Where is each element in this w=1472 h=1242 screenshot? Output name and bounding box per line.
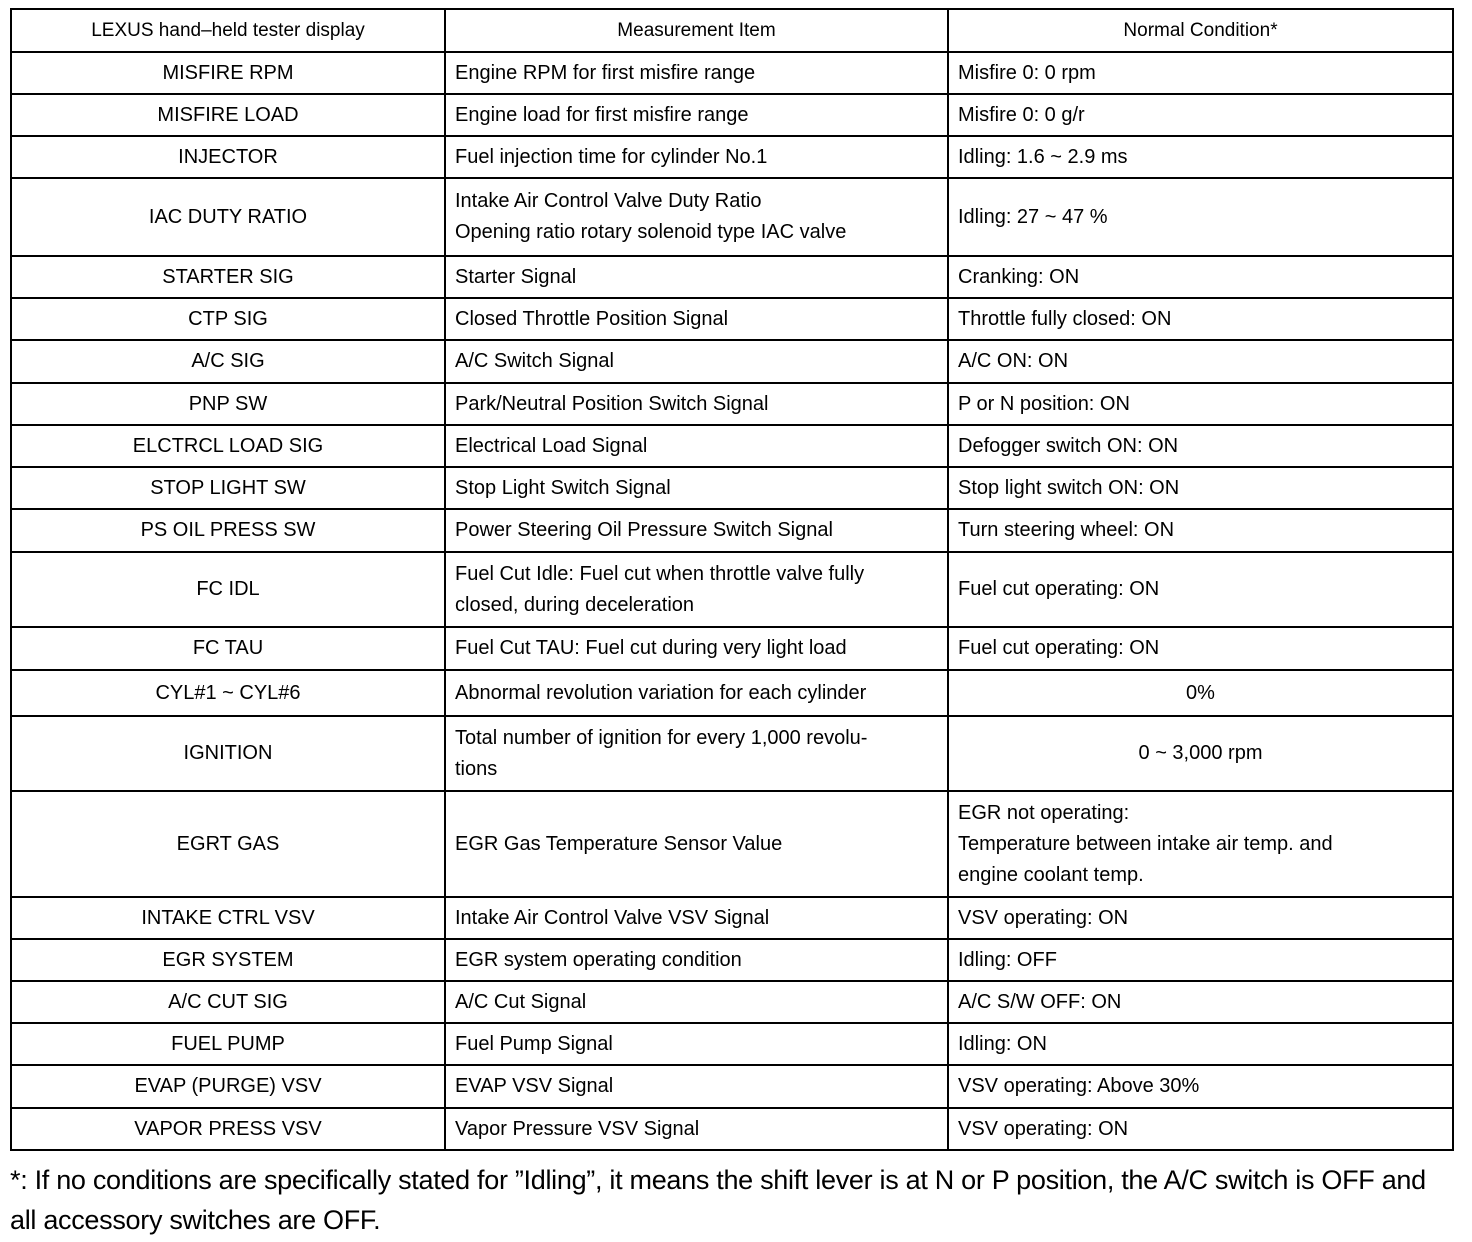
cell-line: A/C Switch Signal <box>455 350 614 372</box>
table-row <box>11 136 1453 178</box>
cell-normal-condition <box>948 340 1453 383</box>
cell-line: A/C S/W OFF: ON <box>958 990 1122 1013</box>
cell-normal-condition <box>948 178 1453 256</box>
table-row <box>11 791 1453 897</box>
cell-measurement-item <box>445 1023 948 1065</box>
cell-normal-condition <box>948 670 1453 716</box>
cell-line: Stop Light Switch Signal <box>455 476 671 499</box>
header-measurement-item: Measurement Item <box>445 9 948 52</box>
table-row <box>11 1065 1453 1108</box>
cell-tester-display: INJECTOR <box>11 136 445 178</box>
footnote: *: If no conditions are specifically stated for ”Idling”, it means the shift lever is at N or P position, the A/C switch is OFF and all accessory switches are OFF. <box>10 1165 1426 1235</box>
cell-measurement-item <box>445 136 948 178</box>
table-row <box>11 981 1453 1023</box>
cell-line: EGR not operating: <box>958 801 1130 824</box>
cell-normal-condition <box>948 939 1453 981</box>
table-row <box>11 256 1453 298</box>
table-row <box>11 897 1453 939</box>
cell-normal-condition <box>948 1023 1453 1065</box>
cell-line: Fuel Cut TAU: Fuel cut during very light load <box>455 637 847 659</box>
cell-line: Engine load for first misfire range <box>455 103 749 126</box>
cell-line: Fuel Pump Signal <box>455 1032 613 1055</box>
cell-line: Fuel injection time for cylinder No.1 <box>455 145 768 168</box>
cell-tester-display: EGRT GAS <box>11 791 445 897</box>
cell-line: A/C Cut Signal <box>455 990 587 1013</box>
cell-measurement-item <box>445 256 948 298</box>
cell-line: closed, during deceleration <box>455 593 695 616</box>
table-row <box>11 552 1453 627</box>
cell-measurement-item <box>445 791 948 897</box>
cell-normal-condition <box>948 425 1453 467</box>
header-row <box>11 9 1453 52</box>
cell-measurement-item <box>445 716 948 791</box>
cell-line: Idling: OFF <box>958 948 1057 971</box>
table-row <box>11 340 1453 383</box>
table-row <box>11 716 1453 791</box>
cell-tester-display: EGR SYSTEM <box>11 939 445 981</box>
cell-line: Electrical Load Signal <box>455 434 648 457</box>
cell-normal-condition <box>948 1108 1453 1150</box>
cell-measurement-item <box>445 552 948 627</box>
header-normal-condition: Normal Condition* <box>948 9 1453 52</box>
cell-tester-display: STARTER SIG <box>11 256 445 298</box>
cell-line: Misfire 0: 0 g/r <box>958 103 1085 126</box>
cell-line: EGR system operating condition <box>455 948 742 971</box>
cell-line: Park/Neutral Position Switch Signal <box>455 392 769 415</box>
cell-measurement-item <box>445 178 948 256</box>
cell-normal-condition <box>948 467 1453 509</box>
cell-measurement-item <box>445 897 948 939</box>
cell-line: Power Steering Oil Pressure Switch Signal <box>455 519 833 541</box>
cell-line: Temperature between intake air temp. and <box>958 832 1333 855</box>
cell-measurement-item <box>445 467 948 509</box>
table-row <box>11 298 1453 340</box>
cell-line: Fuel Cut Idle: Fuel cut when throttle valve fully <box>455 562 865 585</box>
cell-line: Fuel cut operating: ON <box>958 578 1160 600</box>
cell-measurement-item <box>445 383 948 425</box>
cell-tester-display: IAC DUTY RATIO <box>11 178 445 256</box>
table-row <box>11 670 1453 716</box>
cell-normal-condition <box>948 1065 1453 1108</box>
table-row <box>11 52 1453 94</box>
cell-tester-display: INTAKE CTRL VSV <box>11 897 445 939</box>
table-row <box>11 425 1453 467</box>
cell-normal-condition <box>948 509 1453 552</box>
cell-measurement-item <box>445 627 948 670</box>
cell-line: Abnormal revolution variation for each cylinder <box>455 681 867 704</box>
cell-line: Starter Signal <box>455 265 577 288</box>
cell-tester-display: ELCTRCL LOAD SIG <box>11 425 445 467</box>
cell-tester-display: FC IDL <box>11 552 445 627</box>
cell-line: EGR Gas Temperature Sensor Value <box>455 832 783 855</box>
cell-line: engine coolant temp. <box>958 863 1144 886</box>
cell-line: VSV operating: ON <box>958 906 1129 929</box>
cell-tester-display: FUEL PUMP <box>11 1023 445 1065</box>
cell-normal-condition <box>948 791 1453 897</box>
cell-line: 0 ~ 3,000 rpm <box>1138 742 1263 764</box>
table-row <box>11 939 1453 981</box>
cell-line: A/C ON: ON <box>958 350 1069 372</box>
cell-measurement-item <box>445 1065 948 1108</box>
cell-measurement-item <box>445 981 948 1023</box>
cell-measurement-item <box>445 1108 948 1150</box>
table-row <box>11 94 1453 136</box>
table-row <box>11 1023 1453 1065</box>
table-row <box>11 509 1453 552</box>
cell-tester-display: MISFIRE RPM <box>11 52 445 94</box>
cell-line: VSV operating: ON <box>958 1117 1129 1140</box>
cell-line: Vapor Pressure VSV Signal <box>455 1117 700 1140</box>
cell-normal-condition <box>948 298 1453 340</box>
cell-normal-condition <box>948 136 1453 178</box>
cell-line: VSV operating: Above 30% <box>958 1075 1200 1097</box>
header-tester-display: LEXUS hand–held tester display <box>11 9 445 52</box>
table-row <box>11 178 1453 256</box>
cell-normal-condition <box>948 897 1453 939</box>
cell-line: EVAP VSV Signal <box>455 1075 614 1097</box>
cell-tester-display: CTP SIG <box>11 298 445 340</box>
cell-measurement-item <box>445 670 948 716</box>
cell-tester-display: A/C CUT SIG <box>11 981 445 1023</box>
cell-line: Cranking: ON <box>958 265 1080 288</box>
cell-line: Misfire 0: 0 rpm <box>958 61 1096 84</box>
cell-measurement-item <box>445 509 948 552</box>
cell-measurement-item <box>445 425 948 467</box>
cell-tester-display: MISFIRE LOAD <box>11 94 445 136</box>
table-row <box>11 1108 1453 1150</box>
data-list-table <box>10 8 1454 1151</box>
cell-normal-condition <box>948 256 1453 298</box>
cell-normal-condition <box>948 981 1453 1023</box>
cell-normal-condition <box>948 94 1453 136</box>
cell-line: Opening ratio rotary solenoid type IAC valve <box>455 221 847 243</box>
table-row <box>11 627 1453 670</box>
cell-normal-condition <box>948 716 1453 791</box>
cell-line: Engine RPM for first misfire range <box>455 61 756 84</box>
cell-line: Throttle fully closed: ON <box>958 307 1172 330</box>
cell-normal-condition <box>948 52 1453 94</box>
cell-line: Idling: 1.6 ~ 2.9 ms <box>958 145 1128 168</box>
table-body <box>11 52 1453 1150</box>
cell-line: Idling: 27 ~ 47 % <box>958 205 1108 228</box>
cell-measurement-item <box>445 94 948 136</box>
cell-tester-display: VAPOR PRESS VSV <box>11 1108 445 1150</box>
cell-tester-display: EVAP (PURGE) VSV <box>11 1065 445 1108</box>
cell-line: Fuel cut operating: ON <box>958 637 1160 659</box>
cell-line: 0% <box>1186 681 1215 704</box>
cell-line: Intake Air Control Valve VSV Signal <box>455 906 770 929</box>
cell-line: Total number of ignition for every 1,000 revolu- <box>455 726 868 749</box>
table-header <box>11 9 1453 52</box>
cell-line: tions <box>455 757 498 780</box>
cell-tester-display: FC TAU <box>11 627 445 670</box>
cell-measurement-item <box>445 298 948 340</box>
cell-line: Intake Air Control Valve Duty Ratio <box>455 190 762 212</box>
cell-tester-display: PNP SW <box>11 383 445 425</box>
cell-line: Defogger switch ON: ON <box>958 434 1179 457</box>
cell-measurement-item <box>445 939 948 981</box>
cell-normal-condition <box>948 552 1453 627</box>
cell-line: P or N position: ON <box>958 392 1130 415</box>
cell-tester-display: PS OIL PRESS SW <box>11 509 445 552</box>
cell-tester-display: CYL#1 ~ CYL#6 <box>11 670 445 716</box>
cell-measurement-item <box>445 340 948 383</box>
cell-line: Closed Throttle Position Signal <box>455 307 729 330</box>
cell-line: Idling: ON <box>958 1032 1047 1055</box>
table-row <box>11 467 1453 509</box>
cell-tester-display: STOP LIGHT SW <box>11 467 445 509</box>
cell-normal-condition <box>948 383 1453 425</box>
cell-measurement-item <box>445 52 948 94</box>
table-row <box>11 383 1453 425</box>
cell-tester-display: IGNITION <box>11 716 445 791</box>
cell-normal-condition <box>948 627 1453 670</box>
cell-line: Turn steering wheel: ON <box>958 519 1175 541</box>
cell-tester-display: A/C SIG <box>11 340 445 383</box>
cell-line: Stop light switch ON: ON <box>958 476 1180 499</box>
